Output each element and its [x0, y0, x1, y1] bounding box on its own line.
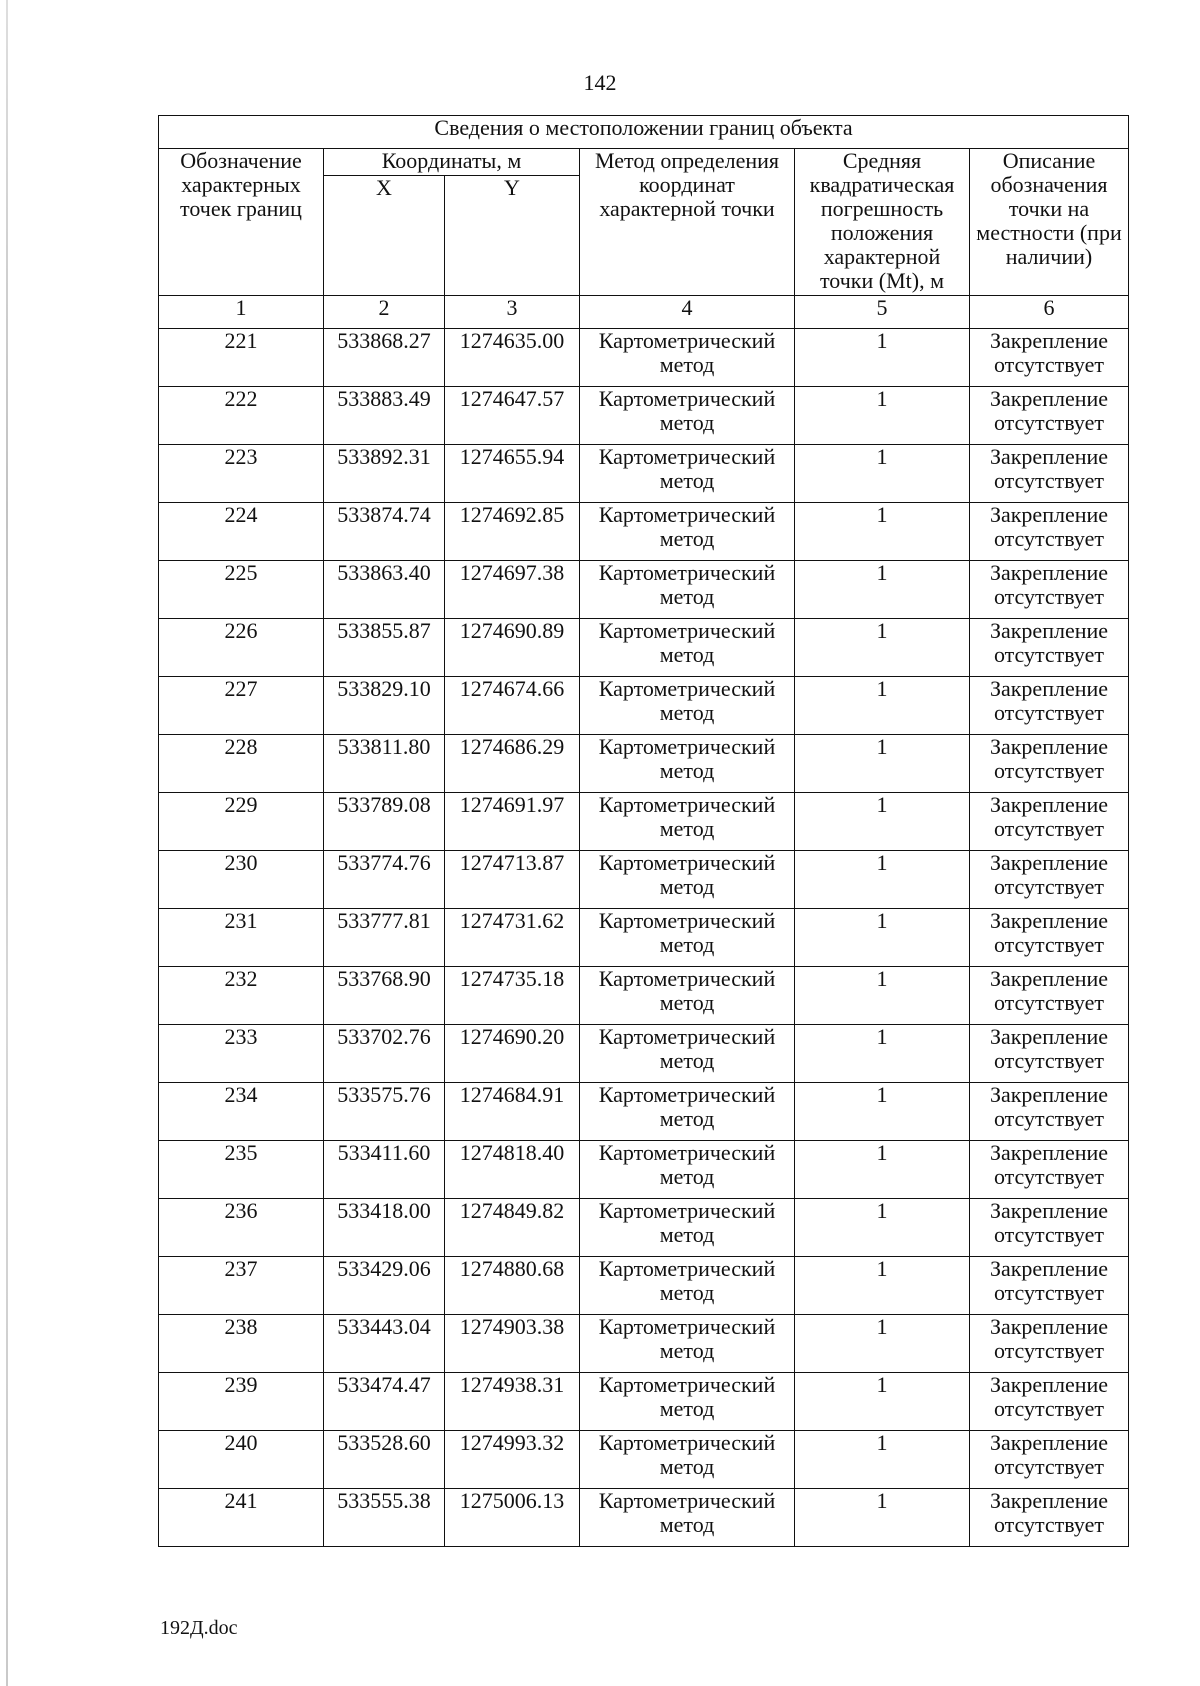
coordinate-x-cell: 533855.87: [324, 619, 445, 677]
point-designation-cell: 240: [159, 1431, 324, 1489]
error-cell: 1: [795, 1025, 970, 1083]
coordinate-y-cell: 1274690.20: [445, 1025, 580, 1083]
table-row: [159, 1141, 1129, 1199]
error-cell: 1: [795, 1373, 970, 1431]
error-cell: 1: [795, 387, 970, 445]
error-cell: 1: [795, 793, 970, 851]
description-cell: Закрепление отсутствует: [970, 1199, 1129, 1257]
header-y: Y: [445, 176, 580, 296]
coordinate-x-cell: 533777.81: [324, 909, 445, 967]
method-cell: Картометрический метод: [580, 1141, 795, 1199]
description-cell: Закрепление отсутствует: [970, 503, 1129, 561]
method-cell: Картометрический метод: [580, 1257, 795, 1315]
coordinate-y-cell: 1274818.40: [445, 1141, 580, 1199]
column-number: 4: [580, 296, 795, 329]
table-row: [159, 503, 1129, 561]
coordinate-x-cell: 533829.10: [324, 677, 445, 735]
header-method: Метод определения координат характерной точки: [580, 149, 795, 296]
coordinate-y-cell: 1274690.89: [445, 619, 580, 677]
coordinate-y-cell: 1274674.66: [445, 677, 580, 735]
point-designation-cell: 241: [159, 1489, 324, 1547]
point-designation-cell: 231: [159, 909, 324, 967]
table-row: [159, 677, 1129, 735]
coordinate-x-cell: 533811.80: [324, 735, 445, 793]
description-cell: Закрепление отсутствует: [970, 967, 1129, 1025]
header-mean-square-error: Средняя квадратическая погрешность положения характерной точки (Мt), м: [795, 149, 970, 296]
point-designation-cell: 230: [159, 851, 324, 909]
coordinate-x-cell: 533883.49: [324, 387, 445, 445]
point-designation-cell: 235: [159, 1141, 324, 1199]
table-title: Сведения о местоположении границ объекта: [159, 116, 1129, 149]
error-cell: 1: [795, 329, 970, 387]
method-cell: Картометрический метод: [580, 1025, 795, 1083]
coordinate-y-cell: 1274735.18: [445, 967, 580, 1025]
coordinate-x-cell: 533443.04: [324, 1315, 445, 1373]
method-cell: Картометрический метод: [580, 967, 795, 1025]
point-designation-cell: 239: [159, 1373, 324, 1431]
method-cell: Картометрический метод: [580, 1489, 795, 1547]
table-row: [159, 387, 1129, 445]
description-cell: Закрепление отсутствует: [970, 1315, 1129, 1373]
coordinate-y-cell: 1274731.62: [445, 909, 580, 967]
error-cell: 1: [795, 851, 970, 909]
table-row: [159, 619, 1129, 677]
page-number: 142: [583, 70, 617, 95]
coordinate-y-cell: 1274849.82: [445, 1199, 580, 1257]
boundary-coordinates-table: [158, 115, 1129, 1547]
coordinate-y-cell: 1274697.38: [445, 561, 580, 619]
table-row: [159, 1199, 1129, 1257]
description-cell: Закрепление отсутствует: [970, 387, 1129, 445]
coordinate-x-cell: 533429.06: [324, 1257, 445, 1315]
coordinate-x-cell: 533789.08: [324, 793, 445, 851]
point-designation-cell: 226: [159, 619, 324, 677]
error-cell: 1: [795, 619, 970, 677]
error-cell: 1: [795, 1489, 970, 1547]
coordinate-y-cell: 1274684.91: [445, 1083, 580, 1141]
coordinate-x-cell: 533768.90: [324, 967, 445, 1025]
table-row: [159, 909, 1129, 967]
method-cell: Картометрический метод: [580, 329, 795, 387]
error-cell: 1: [795, 445, 970, 503]
coordinate-y-cell: 1274647.57: [445, 387, 580, 445]
method-cell: Картометрический метод: [580, 561, 795, 619]
description-cell: Закрепление отсутствует: [970, 851, 1129, 909]
table-row: [159, 1431, 1129, 1489]
method-cell: Картометрический метод: [580, 1199, 795, 1257]
error-cell: 1: [795, 909, 970, 967]
description-cell: Закрепление отсутствует: [970, 793, 1129, 851]
table-row: [159, 1373, 1129, 1431]
point-designation-cell: 224: [159, 503, 324, 561]
error-cell: 1: [795, 1431, 970, 1489]
coordinate-y-cell: 1274993.32: [445, 1431, 580, 1489]
coordinate-y-cell: 1274692.85: [445, 503, 580, 561]
table-row: [159, 851, 1129, 909]
coordinate-y-cell: 1274691.97: [445, 793, 580, 851]
error-cell: 1: [795, 561, 970, 619]
method-cell: Картометрический метод: [580, 619, 795, 677]
error-cell: 1: [795, 1141, 970, 1199]
coordinate-y-cell: 1274938.31: [445, 1373, 580, 1431]
column-number-row: [159, 296, 1129, 329]
method-cell: Картометрический метод: [580, 1315, 795, 1373]
description-cell: Закрепление отсутствует: [970, 909, 1129, 967]
coordinate-y-cell: 1274686.29: [445, 735, 580, 793]
point-designation-cell: 221: [159, 329, 324, 387]
column-number: 1: [159, 296, 324, 329]
error-cell: 1: [795, 1257, 970, 1315]
description-cell: Закрепление отсутствует: [970, 1373, 1129, 1431]
description-cell: Закрепление отсутствует: [970, 1257, 1129, 1315]
header-point-description: Описание обозначения точки на местности (при наличии): [970, 149, 1129, 296]
point-designation-cell: 225: [159, 561, 324, 619]
coordinate-x-cell: 533474.47: [324, 1373, 445, 1431]
description-cell: Закрепление отсутствует: [970, 561, 1129, 619]
method-cell: Картометрический метод: [580, 851, 795, 909]
description-cell: Закрепление отсутствует: [970, 619, 1129, 677]
table-row: [159, 967, 1129, 1025]
error-cell: 1: [795, 967, 970, 1025]
coordinate-x-cell: 533892.31: [324, 445, 445, 503]
error-cell: 1: [795, 1315, 970, 1373]
method-cell: Картометрический метод: [580, 445, 795, 503]
column-number: 3: [445, 296, 580, 329]
point-designation-cell: 229: [159, 793, 324, 851]
coordinate-y-cell: 1274655.94: [445, 445, 580, 503]
coordinate-x-cell: 533874.74: [324, 503, 445, 561]
point-designation-cell: 228: [159, 735, 324, 793]
coordinate-y-cell: 1274635.00: [445, 329, 580, 387]
coordinate-x-cell: 533575.76: [324, 1083, 445, 1141]
scan-edge-shadow: [6, 0, 8, 1686]
footer-filename: 192Д.doc: [160, 1617, 238, 1639]
method-cell: Картометрический метод: [580, 793, 795, 851]
point-designation-cell: 233: [159, 1025, 324, 1083]
point-designation-cell: 222: [159, 387, 324, 445]
method-cell: Картометрический метод: [580, 735, 795, 793]
point-designation-cell: 237: [159, 1257, 324, 1315]
method-cell: Картометрический метод: [580, 387, 795, 445]
point-designation-cell: 232: [159, 967, 324, 1025]
table-row: [159, 1315, 1129, 1373]
coordinate-x-cell: 533555.38: [324, 1489, 445, 1547]
method-cell: Картометрический метод: [580, 677, 795, 735]
point-designation-cell: 234: [159, 1083, 324, 1141]
error-cell: 1: [795, 503, 970, 561]
point-designation-cell: 223: [159, 445, 324, 503]
method-cell: Картометрический метод: [580, 1431, 795, 1489]
table-row: [159, 1257, 1129, 1315]
coordinate-x-cell: 533774.76: [324, 851, 445, 909]
description-cell: Закрепление отсутствует: [970, 445, 1129, 503]
error-cell: 1: [795, 735, 970, 793]
coordinate-y-cell: 1274880.68: [445, 1257, 580, 1315]
description-cell: Закрепление отсутствует: [970, 677, 1129, 735]
column-number: 6: [970, 296, 1129, 329]
column-number: 2: [324, 296, 445, 329]
coordinate-x-cell: 533418.00: [324, 1199, 445, 1257]
table-row: [159, 735, 1129, 793]
point-designation-cell: 238: [159, 1315, 324, 1373]
description-cell: Закрепление отсутствует: [970, 1025, 1129, 1083]
coordinate-x-cell: 533702.76: [324, 1025, 445, 1083]
method-cell: Картометрический метод: [580, 503, 795, 561]
method-cell: Картометрический метод: [580, 909, 795, 967]
table-row: [159, 1083, 1129, 1141]
description-cell: Закрепление отсутствует: [970, 1489, 1129, 1547]
header-x: X: [324, 176, 445, 296]
description-cell: Закрепление отсутствует: [970, 1141, 1129, 1199]
error-cell: 1: [795, 677, 970, 735]
description-cell: Закрепление отсутствует: [970, 1083, 1129, 1141]
coordinate-y-cell: 1274713.87: [445, 851, 580, 909]
error-cell: 1: [795, 1083, 970, 1141]
table-row: [159, 329, 1129, 387]
description-cell: Закрепление отсутствует: [970, 735, 1129, 793]
error-cell: 1: [795, 1199, 970, 1257]
table-row: [159, 445, 1129, 503]
coordinate-x-cell: 533868.27: [324, 329, 445, 387]
table-row: [159, 1025, 1129, 1083]
method-cell: Картометрический метод: [580, 1373, 795, 1431]
header-point-designation: Обозначение характерных точек границ: [159, 149, 324, 296]
coordinate-y-cell: 1275006.13: [445, 1489, 580, 1547]
coordinate-x-cell: 533863.40: [324, 561, 445, 619]
coordinate-x-cell: 533528.60: [324, 1431, 445, 1489]
description-cell: Закрепление отсутствует: [970, 329, 1129, 387]
header-coordinates: Координаты, м: [324, 149, 580, 176]
point-designation-cell: 227: [159, 677, 324, 735]
coordinate-x-cell: 533411.60: [324, 1141, 445, 1199]
table-row: [159, 1489, 1129, 1547]
table-row: [159, 561, 1129, 619]
point-designation-cell: 236: [159, 1199, 324, 1257]
table-row: [159, 793, 1129, 851]
method-cell: Картометрический метод: [580, 1083, 795, 1141]
column-number: 5: [795, 296, 970, 329]
coordinate-y-cell: 1274903.38: [445, 1315, 580, 1373]
description-cell: Закрепление отсутствует: [970, 1431, 1129, 1489]
